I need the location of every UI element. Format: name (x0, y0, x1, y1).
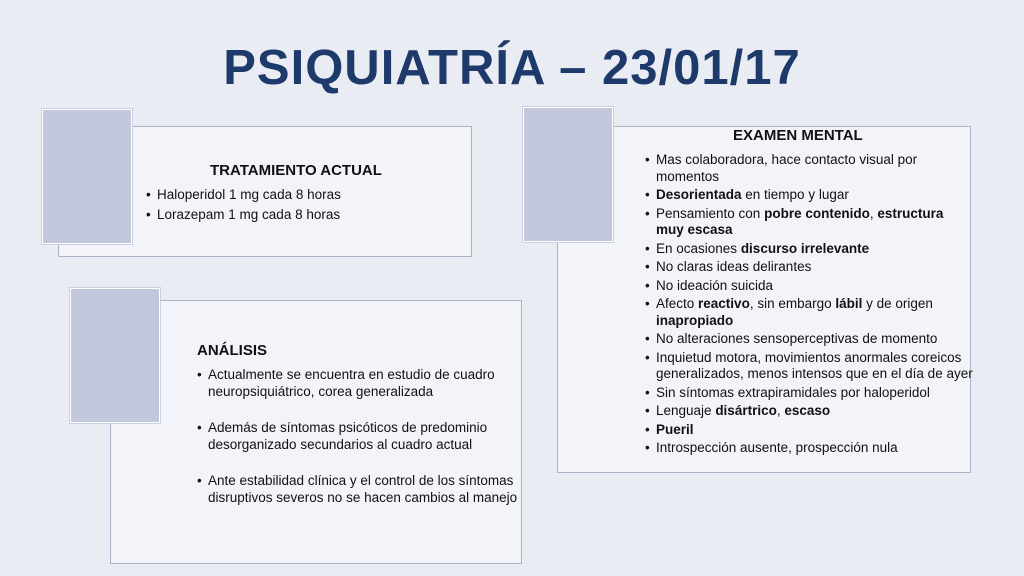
text-run: Pensamiento con (656, 205, 765, 221)
list-item (645, 440, 973, 457)
text-run: En ocasiones (656, 240, 741, 256)
bold-text: discurso irrelevante (740, 240, 870, 256)
bold-text: disártrico (715, 403, 777, 418)
list-item: • Además de síntomas psicóticos de predominio desorganizado secundarios al cuadro actual (197, 420, 519, 453)
bold-text: Desorientada (656, 187, 742, 202)
examen-list (645, 152, 973, 459)
examen-title: EXAMEN MENTAL (733, 127, 863, 144)
text-run: No alteraciones sensoperceptivas de momento (656, 331, 938, 346)
list-item: • Actualmente se encuentra en estudio de cuadro neuropsiquiátrico, corea generalizada (197, 367, 519, 400)
text-run: Sin síntomas extrapiramidales por haloperidol (656, 384, 930, 400)
analisis-list (197, 367, 519, 526)
tratamiento-tab-decoration (42, 109, 132, 244)
list-item (645, 259, 973, 276)
bold-text: inapropiado (656, 312, 734, 328)
list-item (645, 296, 973, 329)
bold-text: escaso (784, 403, 831, 418)
list-item (645, 278, 973, 295)
text-run: y de origen (862, 296, 933, 311)
analisis-title: ANÁLISIS (197, 342, 268, 359)
text-run: Inquietud motora, movimientos anormales coreicos generalizados, menos intensos que en el día de ayer (656, 349, 973, 381)
text-run: Lenguaje (656, 403, 716, 418)
text-run: No claras ideas delirantes (656, 259, 812, 274)
text-run: Mas colaboradora, hace contacto visual por momentos (656, 152, 918, 184)
text-run: , (776, 403, 785, 418)
text-run: , (869, 205, 878, 221)
tratamiento-title: TRATAMIENTO ACTUAL (210, 162, 382, 179)
list-item (645, 206, 973, 239)
tratamiento-list (146, 187, 456, 226)
slide-title: PSIQUIATRÍA – 23/01/17 (223, 41, 801, 95)
analisis-tab-decoration (70, 288, 160, 423)
list-item (645, 331, 973, 348)
text-run: Introspección ausente, prospección nula (656, 440, 898, 455)
bold-text: Pueril (656, 421, 694, 437)
list-item: • Lorazepam 1 mg cada 8 horas (146, 207, 456, 224)
list-item (645, 422, 973, 439)
examen-tab-decoration (523, 107, 613, 242)
list-item (645, 187, 973, 204)
bold-text: estructura muy escasa (656, 205, 944, 237)
list-item (645, 152, 973, 185)
bold-text: lábil (835, 296, 863, 311)
list-item: • Ante estabilidad clínica y el control de los síntomas disruptivos severos no se hacen cambios al manejo (197, 473, 519, 506)
bold-text: pobre contenido (764, 205, 870, 221)
text-run: en tiempo y lugar (741, 187, 849, 202)
bold-text: reactivo (698, 296, 750, 311)
text-run: No ideación suicida (656, 277, 774, 293)
list-item (645, 403, 973, 420)
list-item (645, 350, 973, 383)
list-item: • Haloperidol 1 mg cada 8 horas (146, 187, 456, 204)
text-run: Afecto (656, 296, 699, 311)
list-item (645, 385, 973, 402)
list-item (645, 241, 973, 258)
text-run: , sin embargo (749, 296, 836, 311)
